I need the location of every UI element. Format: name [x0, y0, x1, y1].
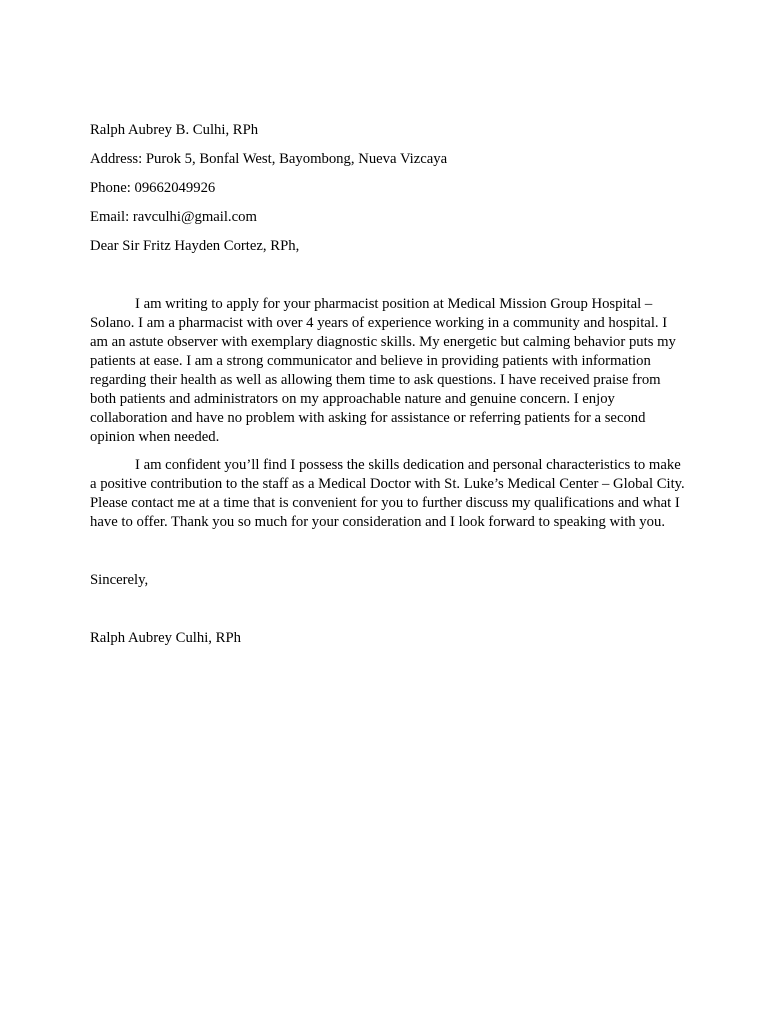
closing: Sincerely,: [90, 572, 149, 588]
sender-address: Address: Purok 5, Bonfal West, Bayombong, Nueva Vizcaya: [90, 151, 448, 167]
body-paragraph-1: I am writing to apply for your pharmacist position at Medical Mission Group Hospital – Solano. I am a pharmacist with over 4 years of experience working in a community and hospital. I am an astute observer with exemplary diagnostic skills. My energetic but calming behavior puts my patients at ease. I am a strong communicator and believe in providing patients with information regarding their health as well as allowing them time to ask questions. I have received praise from both patients and administrators on my approachable nature and genuine concern. I enjoy collaboration and have no problem with asking for assistance or referring patients for a second opinion when needed.: [90, 296, 676, 445]
sender-phone: Phone: 09662049926: [90, 180, 216, 196]
cover-letter: [90, 121, 686, 648]
sender-email: Email: ravculhi@gmail.com: [90, 209, 257, 225]
signature: Ralph Aubrey Culhi, RPh: [90, 630, 241, 646]
body-paragraph-2: I am confident you’ll find I possess the skills dedication and personal characteristics to make a positive contribution to the staff as a Medical Doctor with St. Luke’s Medical Center – Global City. Please contact me at a time that is convenient for you to further discuss my qualifications and what I have to offer. Thank you so much for your consideration and I look forward to speaking with you.: [90, 457, 685, 530]
salutation: Dear Sir Fritz Hayden Cortez, RPh,: [90, 238, 300, 254]
sender-name: Ralph Aubrey B. Culhi, RPh: [90, 122, 259, 138]
